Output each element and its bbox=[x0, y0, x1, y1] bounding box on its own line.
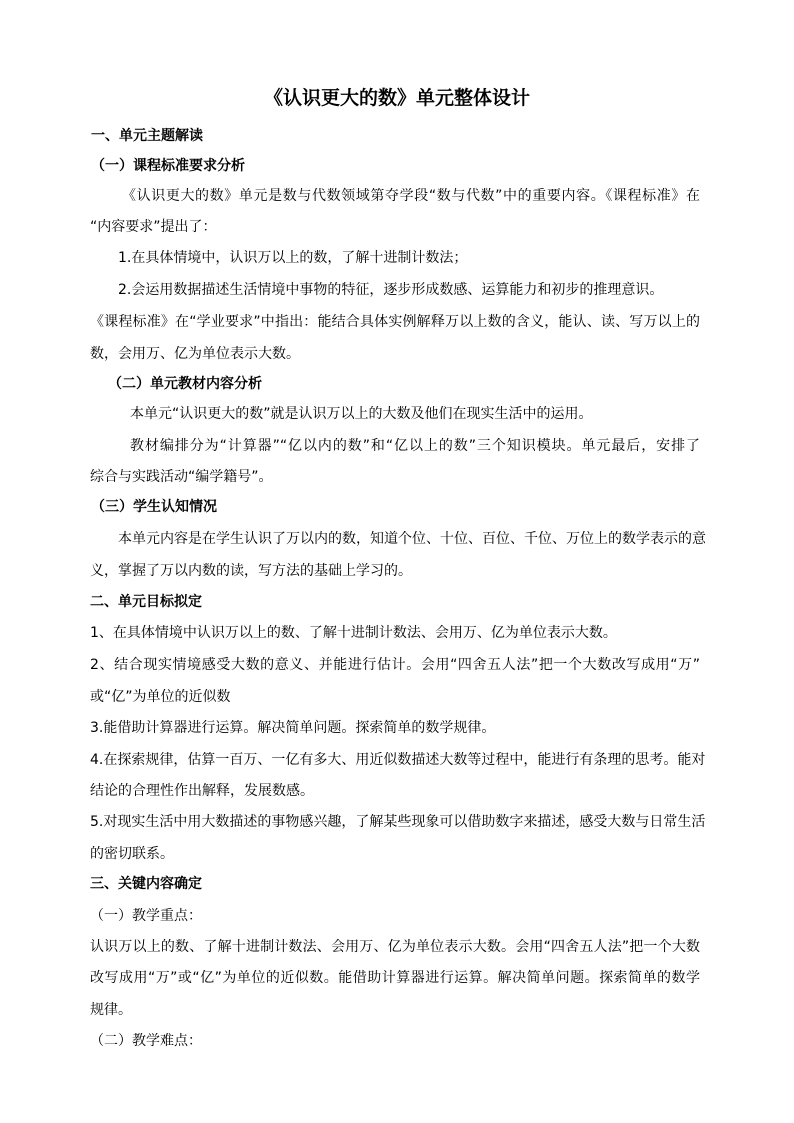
paragraph-line: 改写成用“万”或“亿”为单位的近似数。能借助计算器进行运算。解决简单问题。探索简单的数学 bbox=[90, 970, 700, 986]
subheading-teaching-difficulty: （二）教学难点： bbox=[90, 1033, 202, 1049]
subheading-textbook-analysis: （二）单元教材内容分析 bbox=[108, 376, 262, 392]
paragraph-line: 《认识更大的数》单元是数与代数领域第夺学段“数与代数”中的重要内容。《课程标准》在 bbox=[122, 188, 700, 204]
list-item: 1.在具体情境中，认识万以上的数，了解十进制计数法； bbox=[118, 250, 468, 266]
list-item: 4.在探索规律，估算一百万、一亿有多大、用近似数描述大数等过程中，能进行有条理的思考。能对 bbox=[90, 752, 706, 768]
paragraph-line: 认识万以上的数、了解十进制计数法、会用万、亿为单位表示大数。会用“四舍五人法”把一个大数 bbox=[90, 939, 700, 955]
paragraph-line: 本单元“认识更大的数”就是认识万以上的大数及他们在现实生活中的运用。 bbox=[130, 406, 593, 422]
paragraph-line: 结论的合理性作出解释，发展数感。 bbox=[90, 783, 314, 799]
document-title: 《认识更大的数》单元整体设计 bbox=[263, 87, 530, 109]
paragraph-line: 教材编排分为“计算器”“亿以内的数”和“亿以上的数”三个知识模块。单元最后，安排了 bbox=[130, 438, 700, 454]
subheading-curriculum-standard: （一）课程标准要求分析 bbox=[91, 158, 245, 174]
paragraph-line: 本单元内容是在学生认识了万以内的数，知道个位、十位、百位、千位、万位上的数学表示的意 bbox=[118, 531, 706, 547]
list-item: 3.能借助计算器进行运算。解决简单问题。探索简单的数学规律。 bbox=[90, 720, 496, 736]
list-item: 5.对现实生活中用大数描述的事物感兴趣，了解某些现象可以借助数字来描述，感受大数与日常生活 bbox=[90, 814, 706, 830]
list-item: 2、结合现实情境感受大数的意义、并能进行估计。会用“四舍五人法”把一个大数改写成用“万” bbox=[90, 657, 700, 673]
list-item: 1、在具体情境中认识万以上的数、了解十进制计数法、会用万、亿为单位表示大数。 bbox=[90, 625, 617, 641]
list-item: 2.会运用数据描述生活情境中事物的特征，逐步形成数感、运算能力和初步的推理意识。 bbox=[118, 282, 664, 298]
subheading-student-cognition: （三）学生认知情况 bbox=[91, 499, 217, 515]
paragraph-line: 数，会用万、亿为单位表示大数。 bbox=[90, 346, 300, 362]
subheading-teaching-focus: （一）教学重点： bbox=[90, 908, 202, 924]
paragraph-line: 规律。 bbox=[90, 1002, 132, 1018]
paragraph-line: 或“亿”为单位的近似数 bbox=[90, 689, 231, 705]
paragraph-line: “内容要求”提出了： bbox=[90, 219, 217, 235]
paragraph-line: 综合与实践活动“编学籍号”。 bbox=[90, 469, 273, 485]
heading-unit-objectives: 二、单元目标拟定 bbox=[90, 594, 202, 610]
paragraph-line: 的密切联系。 bbox=[90, 846, 174, 862]
paragraph-line: 《课程标准》在“学业要求”中指出：能结合具体实例解释万以上数的含义，能认、读、写万以上的 bbox=[90, 314, 700, 330]
paragraph-line: 义，掌握了万以内数的读，写方法的基础上学习的。 bbox=[90, 563, 412, 579]
heading-unit-theme: 一、单元主题解读 bbox=[91, 128, 203, 144]
heading-key-content: 三、关键内容确定 bbox=[90, 876, 202, 892]
